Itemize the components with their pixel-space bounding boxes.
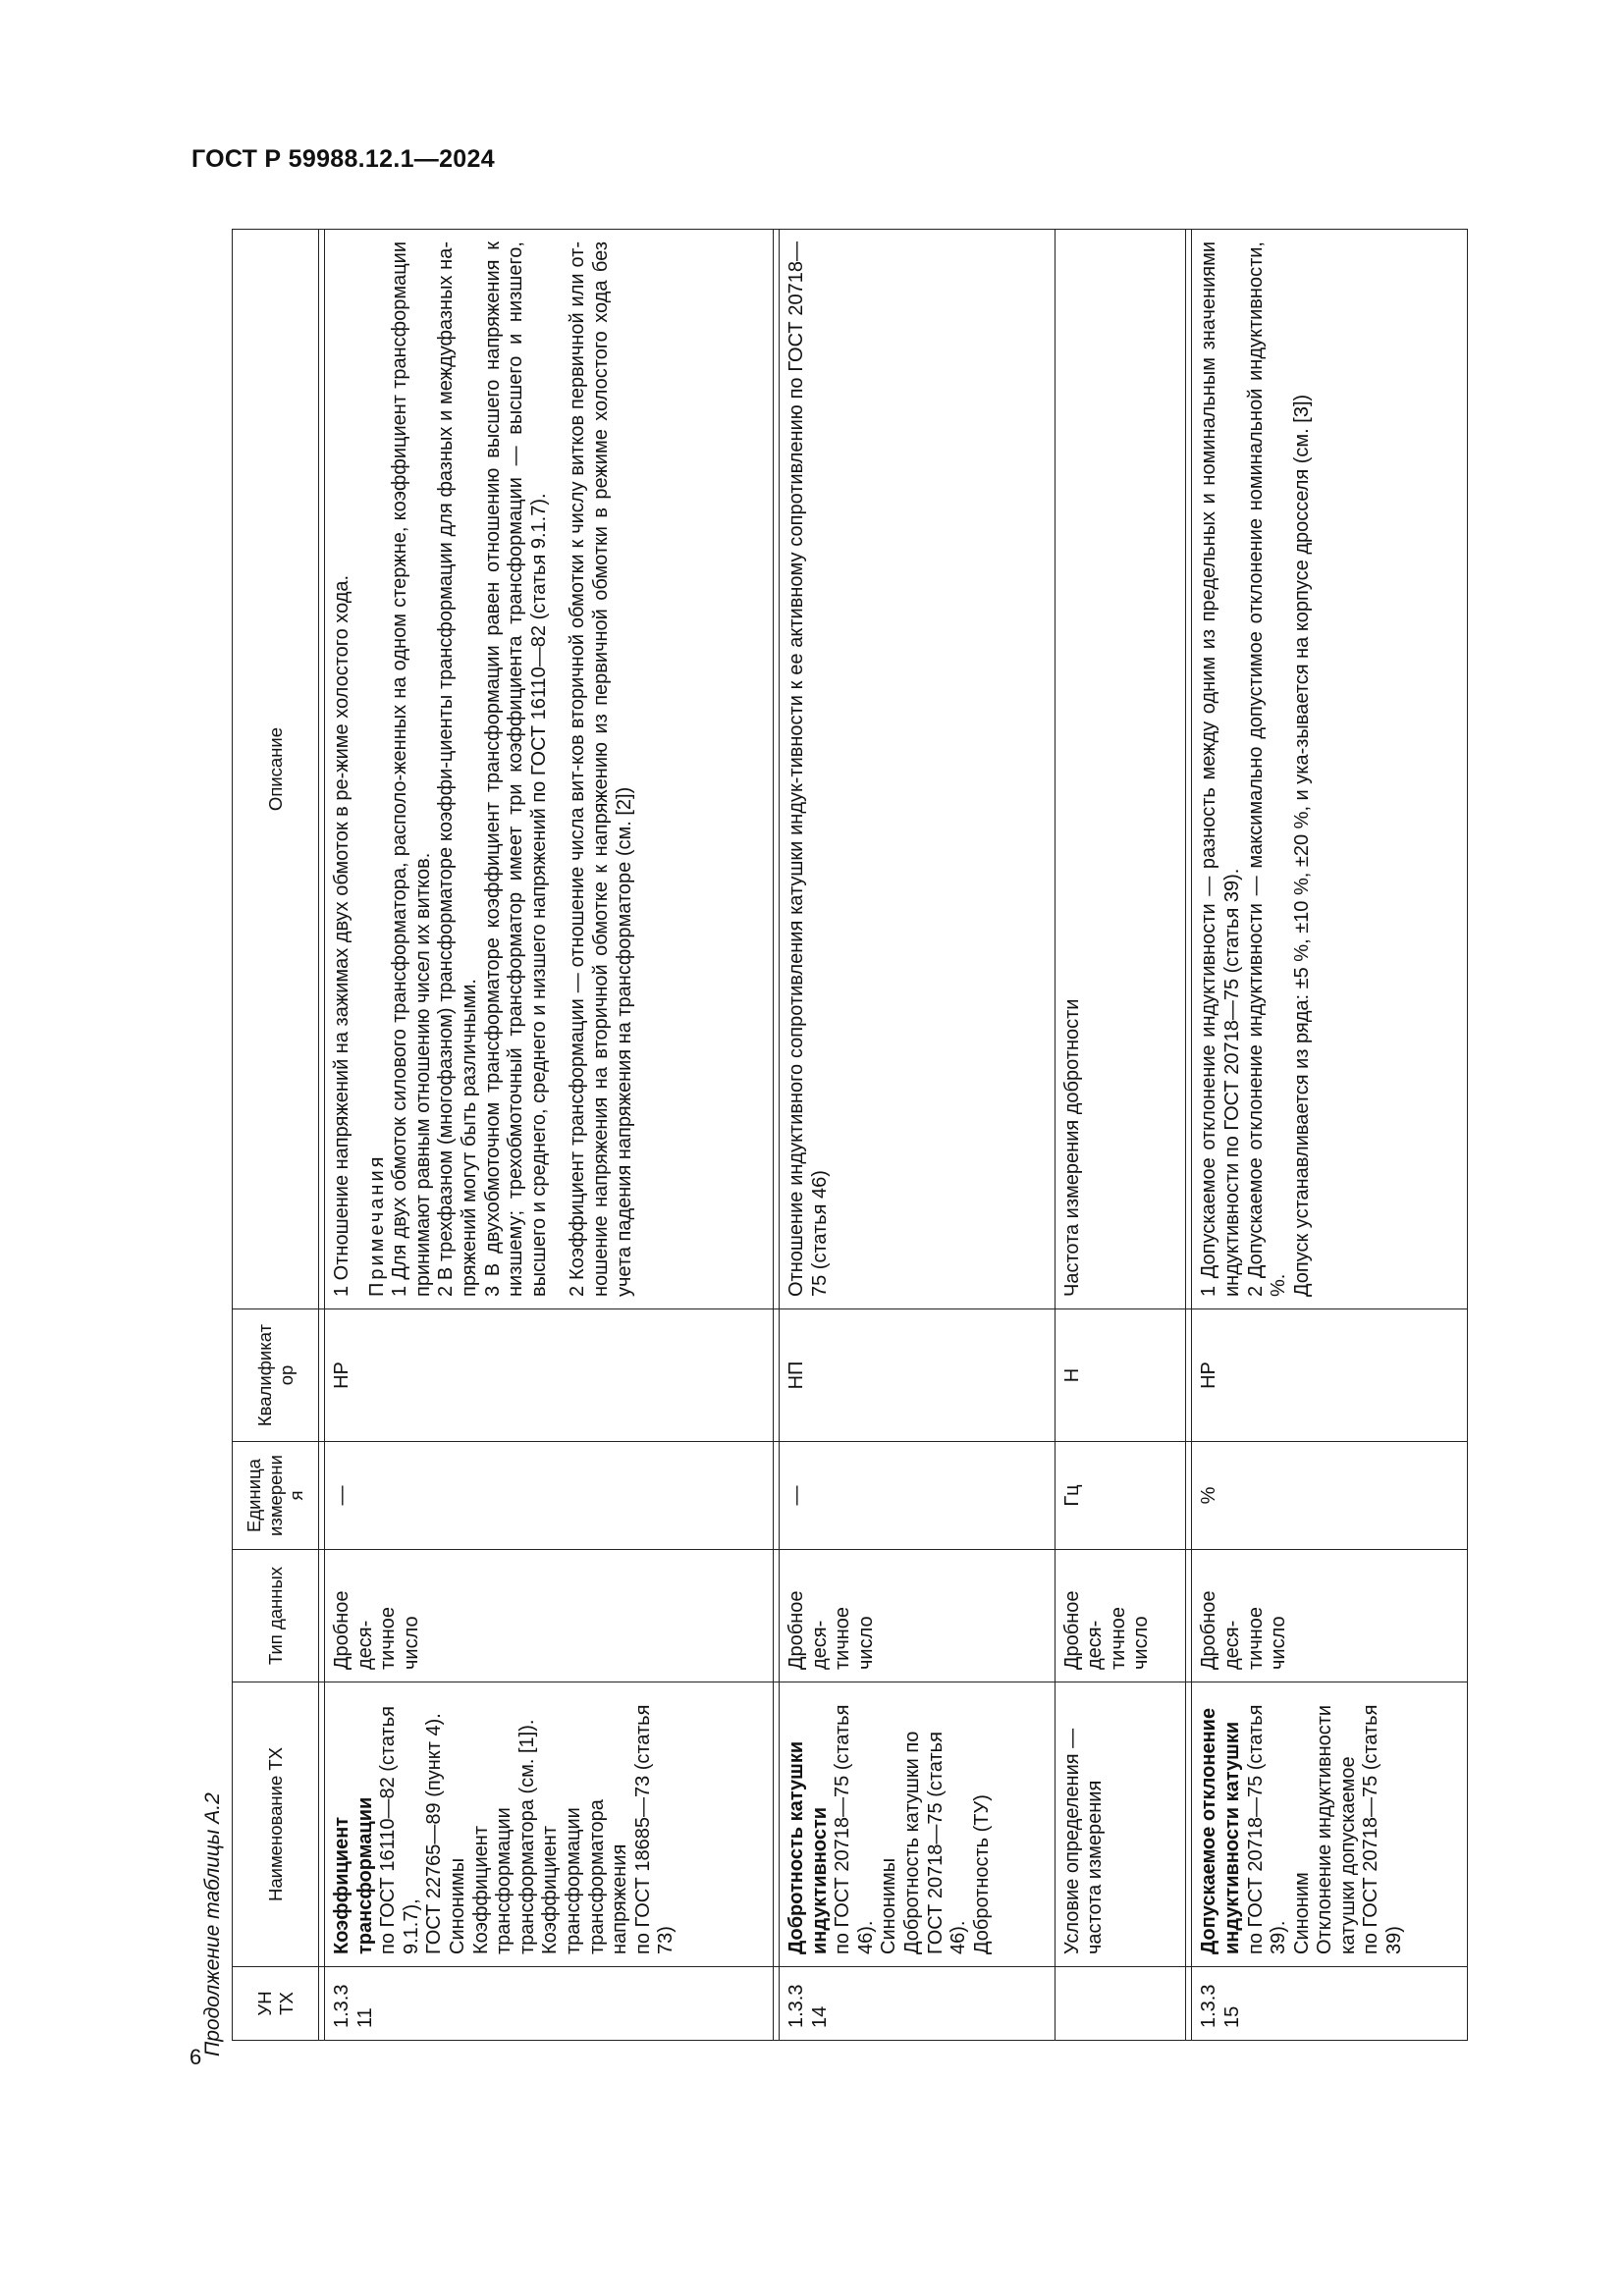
doc-header: ГОСТ Р 59988.12.1—2024 bbox=[191, 145, 495, 173]
table-header-row bbox=[233, 230, 319, 2041]
description-text: 2 Коэффициент трансформации — отношение числа вит-ков вторичной обмотки к числу витков первичной или от-ношение напряжения на вторичной обмотке к напряжению из первичной обмотки в режиме холостого хода без учета падения напряжения на трансформаторе (см. [2]) bbox=[567, 241, 635, 1297]
note-item: 1 Для двух обмоток силового трансформатора, располо-женных на одном стержне, коэффициент трансформации принимают равным отношению чисел их витков. bbox=[389, 241, 434, 1297]
row-id: 1.3.311 bbox=[325, 1967, 774, 2041]
name-line: по ГОСТ 16110—82 (статья 9.1.7), bbox=[377, 1706, 422, 1954]
row-unit: Гц bbox=[1055, 1442, 1186, 1550]
row-name bbox=[1192, 1682, 1468, 1967]
column-header: Квалификатор bbox=[233, 1309, 319, 1442]
row-name bbox=[325, 1682, 774, 1967]
row-description bbox=[1192, 230, 1468, 1309]
row-name bbox=[779, 1682, 1055, 1967]
column-header: Единица измерения bbox=[233, 1442, 319, 1550]
name-line: ГОСТ 22765—89 (пункт 4). bbox=[423, 1713, 446, 1954]
name-line: по ГОСТ 20718—75 (статья 46). bbox=[832, 1704, 877, 1954]
name-line: по ГОСТ 20718—75 (статья 39). bbox=[1244, 1704, 1290, 1954]
row-id bbox=[1055, 1967, 1186, 2041]
row-name-title: Коэффициент трансформации bbox=[331, 1796, 376, 1954]
name-line: трансформатора (см. [1]). bbox=[515, 1719, 538, 1954]
name-line: катушки допускаемое bbox=[1336, 1756, 1359, 1954]
row-description: Частота измерения добротности bbox=[1055, 230, 1186, 1309]
name-line: ГОСТ 20718—75 (статья 46). bbox=[924, 1732, 970, 1954]
characteristics-table bbox=[232, 229, 1468, 2041]
table-row bbox=[1055, 230, 1186, 2041]
table-row bbox=[779, 230, 1055, 2041]
row-type: Дробное деся-тичное число bbox=[779, 1550, 1055, 1682]
description-text: 1 Отношение напряжений на зажимах двух обмоток в ре-жиме холостого хода. bbox=[331, 574, 352, 1297]
row-qualifier: Н bbox=[1055, 1309, 1186, 1442]
row-qualifier: НР bbox=[1192, 1309, 1468, 1442]
row-id: 1.3.315 bbox=[1192, 1967, 1468, 2041]
name-line: Синонимы bbox=[446, 1857, 468, 1954]
name-line: трансформатора напряжения bbox=[585, 1799, 631, 1954]
row-description bbox=[325, 230, 774, 1309]
name-line: Добротность (ТУ) bbox=[970, 1794, 993, 1954]
table-row bbox=[325, 230, 774, 2041]
row-type: Дробное деся-тичное число bbox=[1055, 1550, 1186, 1682]
name-line: Добротность катушки по bbox=[900, 1731, 923, 1954]
row-unit: % bbox=[1192, 1442, 1468, 1550]
row-type: Дробное деся-тичное число bbox=[325, 1550, 774, 1682]
column-header: Тип данных bbox=[233, 1550, 319, 1682]
name-line: Синоним bbox=[1290, 1872, 1313, 1954]
note-item: 3 В двухобмоточном трансформаторе коэффициент трансформации равен отношению высшего напряжения к низшему; трехобмоточный трансформатор имеет три коэффициента трансформации — высшего и низшего, высшего и среднего, среднего и низшего напряжений по ГОСТ 16110—82 (статья 9.1.7). bbox=[481, 241, 550, 1297]
name-line: по ГОСТ 20718—75 (статья 39) bbox=[1360, 1704, 1406, 1954]
row-unit: — bbox=[779, 1442, 1055, 1550]
name-line: по ГОСТ 18685—73 (статья 73) bbox=[631, 1704, 677, 1954]
row-unit: — bbox=[325, 1442, 774, 1550]
note-item: 2 В трехфазном (многофазном) трансформаторе коэффи-циенты трансформации для фазных и междуфазных на-пряжений могут быть различными. bbox=[435, 241, 480, 1297]
name-line: Коэффициент трансформации bbox=[539, 1807, 584, 1954]
caption-container bbox=[201, 1792, 225, 2056]
table-row bbox=[1192, 230, 1468, 2041]
column-header: УН ТХ bbox=[233, 1967, 319, 2041]
table-caption: Продолжение таблицы А.2 bbox=[201, 1792, 224, 2056]
row-id: 1.3.314 bbox=[779, 1967, 1055, 2041]
description-text: 2 Допускаемое отклонение индуктивности — максимально допустимое отклонение номинальной индуктивности, %. bbox=[1244, 241, 1290, 1297]
rotated-table-container bbox=[232, 230, 1468, 2041]
row-type: Дробное деся-тичное число bbox=[1192, 1550, 1468, 1682]
description-text: Допуск устанавливается из ряда: ±5 %, ±10 %, ±20 %, и ука-зывается на корпусе дросселя (см. [3]) bbox=[1290, 394, 1313, 1297]
row-qualifier: НР bbox=[325, 1309, 774, 1442]
column-header: Наименование ТХ bbox=[233, 1682, 319, 1967]
row-name: Условие определения — частота измерения bbox=[1055, 1682, 1186, 1967]
row-qualifier: НП bbox=[779, 1309, 1055, 1442]
name-line: Отклонение индуктивности bbox=[1314, 1704, 1336, 1954]
name-line: Синонимы bbox=[878, 1857, 900, 1954]
description-text: 1 Допускаемое отклонение индуктивности — разность между одним из предельных и номинальным значениями индуктивности по ГОСТ 20718—75 (статья 39). bbox=[1198, 241, 1243, 1297]
row-name-title: Добротность катушки индуктивности bbox=[785, 1740, 831, 1954]
name-line: Коэффициент трансформации bbox=[469, 1807, 515, 1954]
row-name-title: Допускаемое отклонение индуктивности катушки bbox=[1198, 1707, 1243, 1954]
column-header: Описание bbox=[233, 230, 319, 1309]
page-number: 6 bbox=[189, 2045, 202, 2069]
row-description: Отношение индуктивного сопротивления катушки индук-тивности к ее активному сопротивлению по ГОСТ 20718—75 (статья 46) bbox=[779, 230, 1055, 1309]
notes-title: Примечания bbox=[365, 1153, 388, 1297]
